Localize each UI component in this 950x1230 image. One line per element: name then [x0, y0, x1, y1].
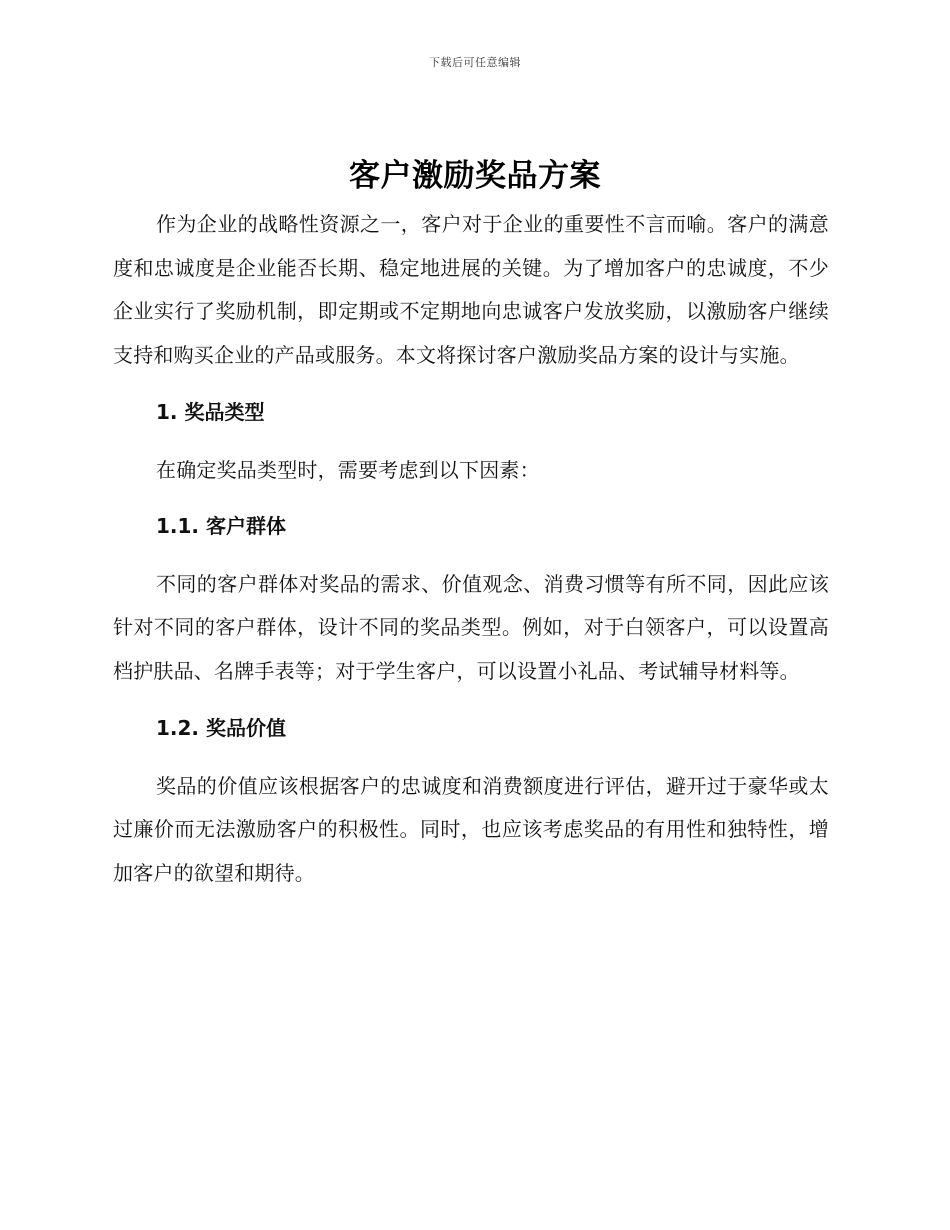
document-body — [113, 203, 829, 895]
section-body-customer-groups: 不同的客户群体对奖品的需求、价值观念、消费习惯等有所不同，因此应该针对不同的客户群体，设计不同的奖品类型。例如，对于白领客户，可以设置高档护肤品、名牌手表等；对于学生客户，可以设置小礼品、考试辅导材料等。 — [113, 571, 829, 683]
page-header: 下载后可任意编辑 — [429, 56, 521, 69]
section-body-prize-value: 奖品的价值应该根据客户的忠诚度和消费额度进行评估，避开过于豪华或太过廉价而无法激励客户的积极性。同时，也应该考虑奖品的有用性和独特性，增加客户的欲望和期待。 — [113, 773, 829, 885]
document-title: 客户激励奖品方案 — [349, 158, 601, 194]
section-heading-prize-value: 1.2. 奖品价值 — [156, 716, 286, 740]
section-heading-customer-groups: 1.1. 客户群体 — [156, 514, 286, 538]
intro-paragraph: 作为企业的战略性资源之一，客户对于企业的重要性不言而喻。客户的满意度和忠诚度是企业能否长期、稳定地进展的关键。为了增加客户的忠诚度，不少企业实行了奖励机制，即定期或不定期地向忠诚客户发放奖励，以激励客户继续支持和购买企业的产品或服务。本文将探讨客户激励奖品方案的设计与实施。 — [113, 212, 829, 367]
section-body-prize-types: 在确定奖品类型时，需要考虑到以下因素： — [156, 457, 540, 482]
section-heading-prize-types: 1. 奖品类型 — [156, 400, 265, 424]
